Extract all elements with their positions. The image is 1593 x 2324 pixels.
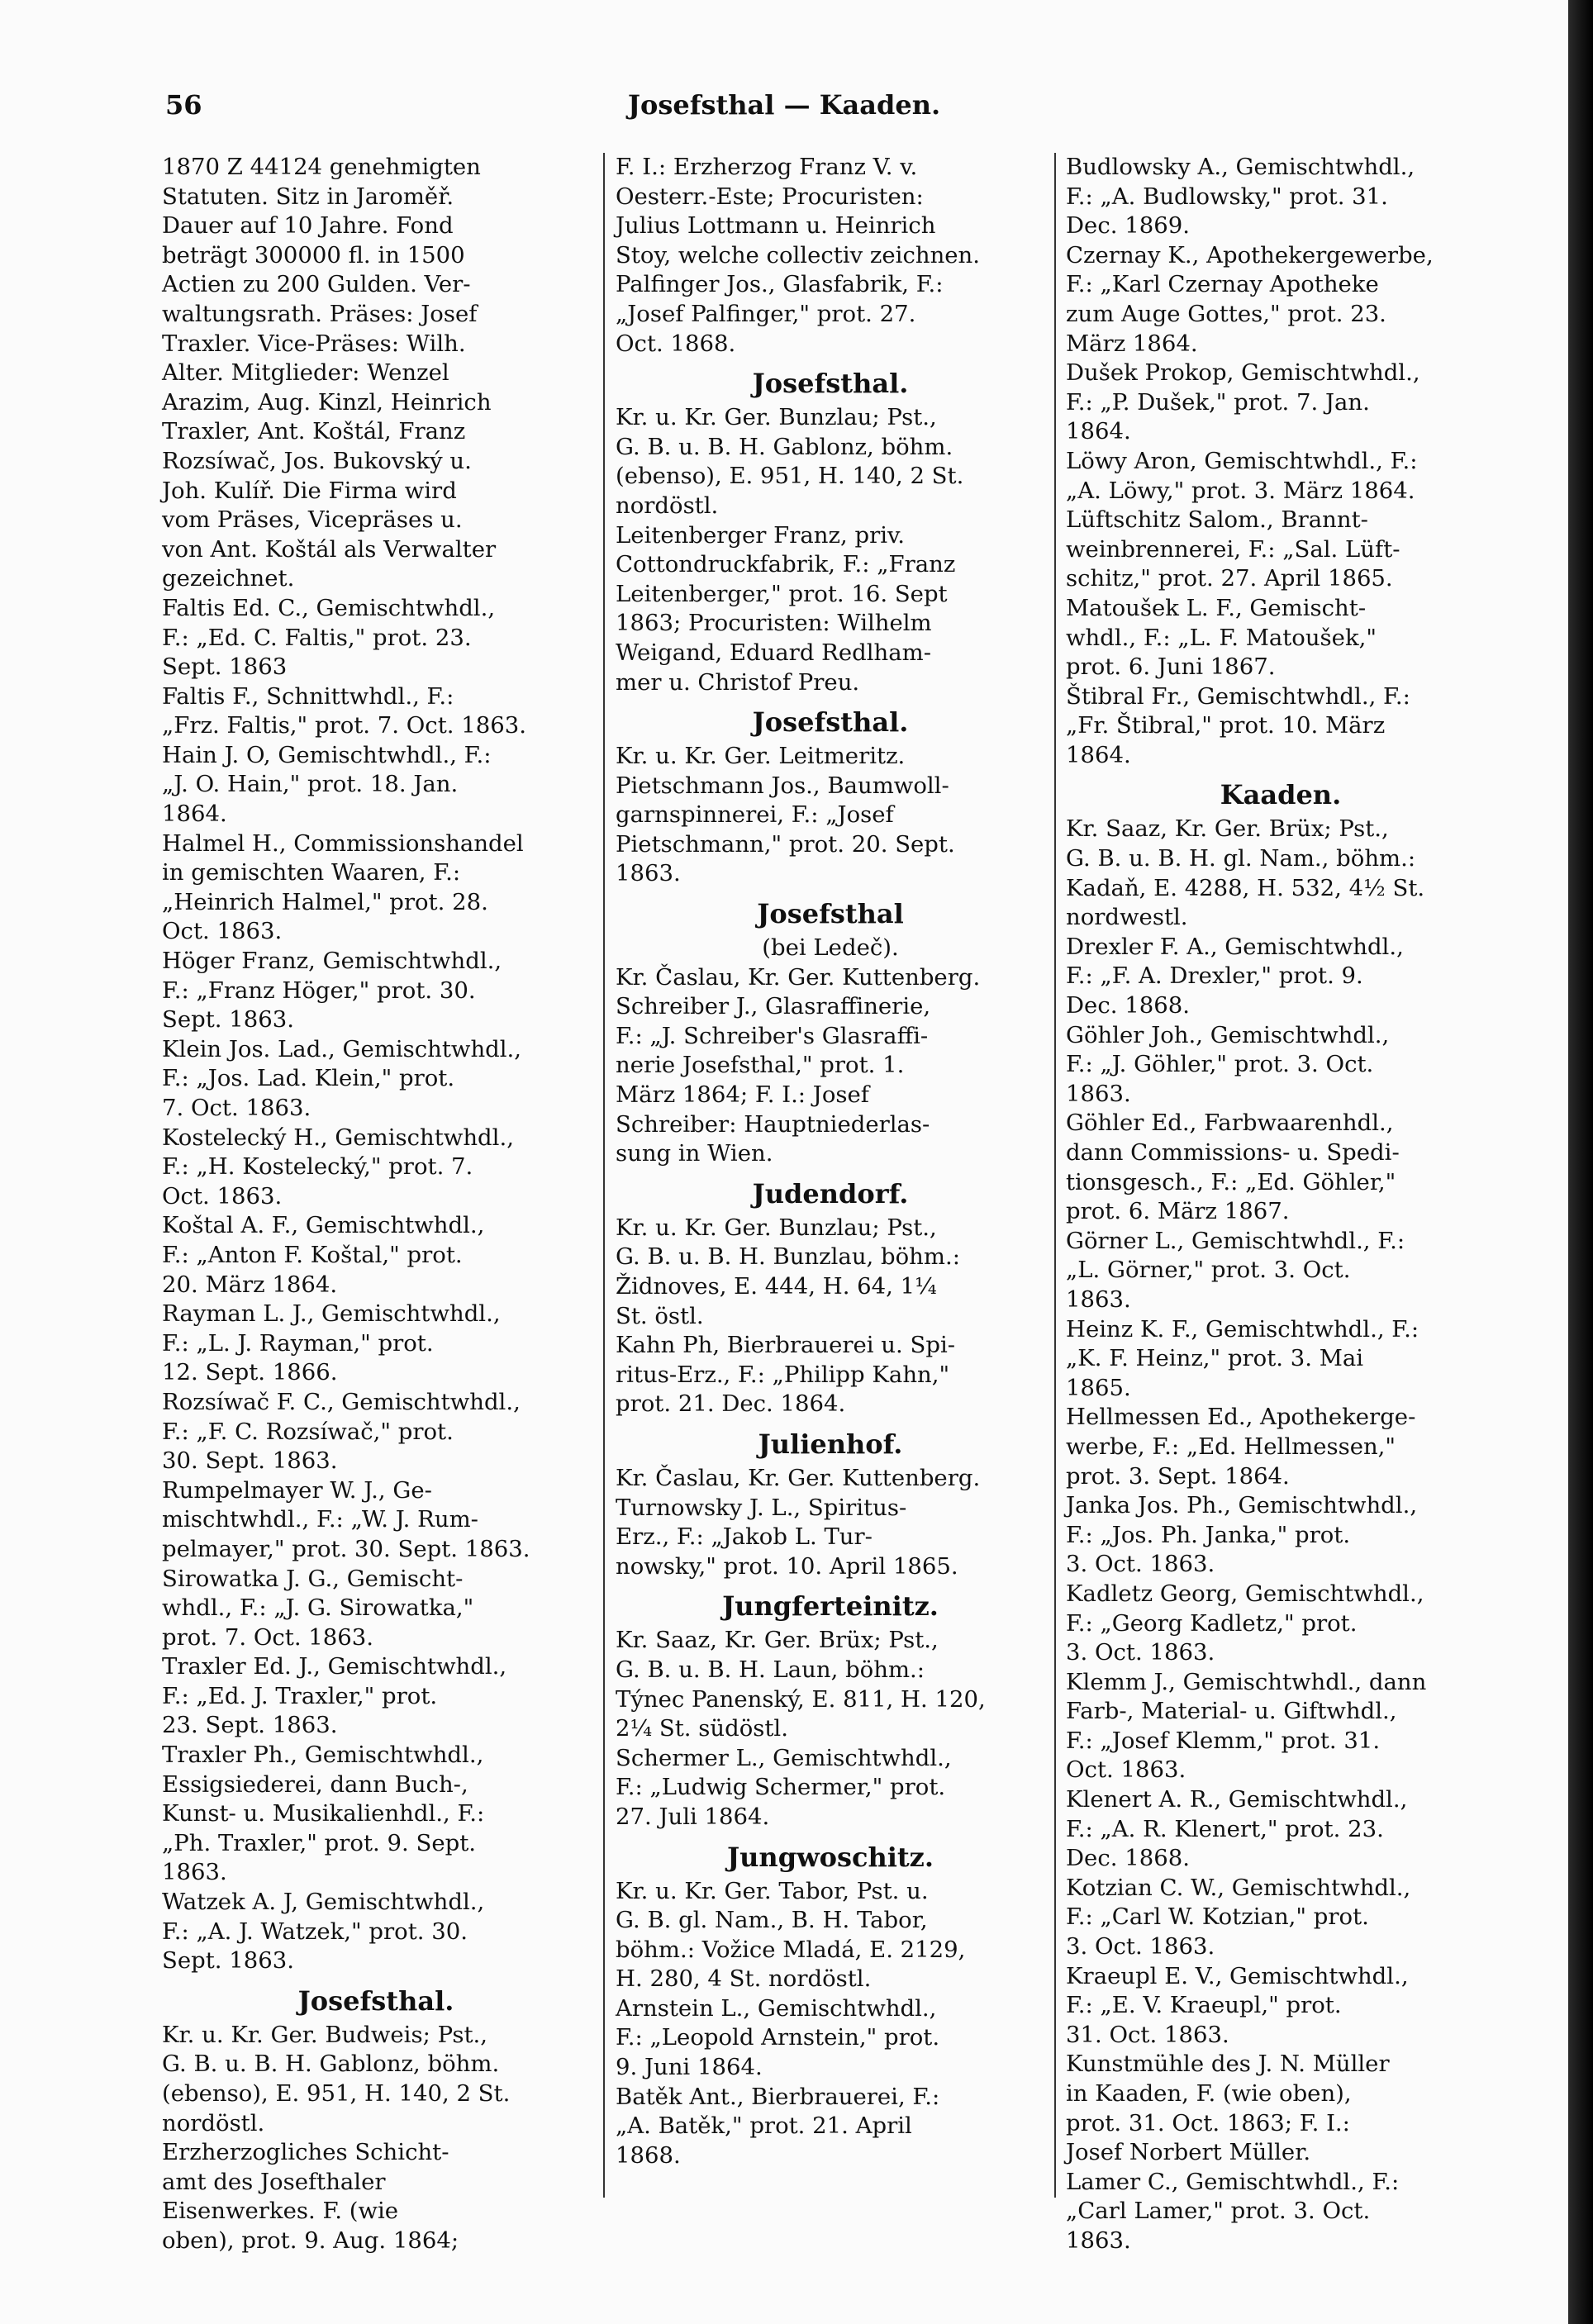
- text-line: F.: „Georg Kadletz," prot.: [1066, 1609, 1358, 1637]
- text-line: garnspinnerei, F.: „Josef: [616, 801, 894, 829]
- text-line: Kr. Saaz, Kr. Ger. Brüx; Pst.,: [616, 1627, 939, 1654]
- text-line: Budlowsky A., Gemischtwhdl.,: [1066, 154, 1415, 180]
- text-line: beträgt 300000 fl. in 1500: [162, 241, 465, 269]
- text-line: F.: „E. V. Kraeupl," prot.: [1066, 1992, 1342, 2019]
- text-line: nowsky," prot. 10. April 1865.: [616, 1552, 958, 1580]
- page-edge-shadow: [1568, 0, 1593, 2324]
- text-line: Klein Jos. Lad., Gemischtwhdl.,: [162, 1035, 522, 1062]
- text-line: Klenert A. R., Gemischtwhdl.,: [1066, 1786, 1408, 1813]
- text-line: F.: „A. Budlowsky," prot. 31.: [1066, 183, 1388, 210]
- text-line: G. B. u. B. H. Bunzlau, böhm.:: [616, 1243, 960, 1271]
- text-line: F.: „Josef Klemm," prot. 31.: [1066, 1727, 1381, 1754]
- text-line: Göhler Ed., Farbwaarenhdl.,: [1066, 1110, 1394, 1137]
- text-line: Dec. 1868.: [1066, 992, 1190, 1019]
- text-line: Oct. 1863.: [162, 1182, 283, 1210]
- text-line: „A. Löwy," prot. 3. März 1864.: [1066, 477, 1415, 504]
- text-line: Kr. u. Kr. Ger. Budweis; Pst.,: [162, 2021, 488, 2048]
- text-line: G. B. u. B. H. gl. Nam., böhm.:: [1066, 845, 1416, 872]
- text-line: F.: „Jos. Ph. Janka," prot.: [1066, 1521, 1351, 1548]
- text-line: Görner L., Gemischtwhdl., F.:: [1066, 1227, 1405, 1254]
- text-line: nordöstl.: [162, 2109, 265, 2136]
- text-line: Kunstmühle des J. N. Müller: [1066, 2051, 1390, 2078]
- col2-lines-2: [616, 742, 1045, 889]
- column-rule: [603, 153, 605, 2198]
- section-heading-josefsthal-2: Josefsthal.: [752, 706, 909, 739]
- text-line: H. 280, 4 St. nordöstl.: [616, 1965, 872, 1993]
- text-line: Janka Jos. Ph., Gemischtwhdl.,: [1066, 1492, 1418, 1519]
- text-line: „A. Batěk," prot. 21. April: [616, 2113, 912, 2140]
- text-line: amt des Josefthaler: [162, 2168, 386, 2195]
- text-line: Göhler Joh., Gemischtwhdl.,: [1066, 1021, 1390, 1048]
- text-line: mer u. Christof Preu.: [616, 668, 860, 696]
- text-line: 1870 Z 44124 genehmigten: [162, 154, 481, 180]
- text-line: „Ph. Traxler," prot. 9. Sept.: [162, 1829, 476, 1856]
- text-line: Dušek Prokop, Gemischtwhdl.,: [1066, 359, 1420, 387]
- text-line: Oct. 1868.: [616, 330, 736, 357]
- text-line: Kadaň, E. 4288, H. 532, 4½ St.: [1066, 874, 1425, 901]
- col2-lines-1: [616, 403, 1045, 697]
- text-line: F.: „Ed. C. Faltis," prot. 23.: [162, 624, 472, 651]
- text-line: Kr. u. Kr. Ger. Leitmeritz.: [616, 743, 906, 770]
- text-line: Erzherzogliches Schicht-: [162, 2139, 449, 2166]
- text-line: F.: „J. Göhler," prot. 3. Oct.: [1066, 1051, 1374, 1078]
- text-line: F.: „Franz Höger," prot. 30.: [162, 977, 476, 1004]
- text-line: Faltis Ed. C., Gemischtwhdl.,: [162, 594, 496, 621]
- text-line: 1864.: [162, 801, 227, 828]
- text-line: Julius Lottmann u. Heinrich: [616, 212, 936, 240]
- text-line: F.: „Jos. Lad. Klein," prot.: [162, 1065, 455, 1092]
- text-line: prot. 21. Dec. 1864.: [616, 1390, 846, 1418]
- text-line: Kahn Ph, Bierbrauerei u. Spi-: [616, 1332, 956, 1359]
- text-line: F.: „A. R. Klenert," prot. 23.: [1066, 1815, 1384, 1842]
- text-line: Actien zu 200 Gulden. Ver-: [162, 271, 471, 298]
- text-line: Dec. 1869.: [1066, 212, 1190, 240]
- text-line: Hain J. O, Gemischtwhdl., F.:: [162, 741, 492, 768]
- text-line: Dauer auf 10 Jahre. Fond: [162, 212, 454, 240]
- text-line: „Fr. Štibral," prot. 10. März: [1066, 712, 1386, 739]
- text-line: Dec. 1868.: [1066, 1845, 1190, 1872]
- text-line: Höger Franz, Gemischtwhdl.,: [162, 948, 502, 975]
- section-heading-judendorf: Judendorf.: [752, 1177, 909, 1210]
- text-line: Hellmessen Ed., Apothekerge-: [1066, 1404, 1416, 1431]
- text-line: G. B. u. B. H. Laun, böhm.:: [616, 1656, 925, 1683]
- text-line: 9. Juni 1864.: [616, 2054, 763, 2081]
- text-line: März 1864; F. I.: Josef: [616, 1081, 869, 1109]
- text-line: Alter. Mitglieder: Wenzel: [162, 359, 449, 387]
- text-line: nordwestl.: [1066, 904, 1188, 931]
- text-line: Löwy Aron, Gemischtwhdl., F.:: [1066, 447, 1418, 474]
- text-line: prot. 3. Sept. 1864.: [1066, 1462, 1290, 1490]
- text-line: „Carl Lamer," prot. 3. Oct.: [1066, 2198, 1371, 2225]
- text-line: Koštal A. F., Gemischtwhdl.,: [162, 1212, 485, 1239]
- text-line: F.: „J. Schreiber's Glasraffi-: [616, 1022, 929, 1049]
- text-line: „Frz. Faltis," prot. 7. Oct. 1863.: [162, 712, 526, 739]
- col1-lines-after: [162, 2021, 590, 2256]
- text-line: weinbrennerei, F.: „Sal. Lüft-: [1066, 535, 1400, 563]
- text-line: Sirowatka J. G., Gemischt-: [162, 1565, 464, 1592]
- text-line: 1863.: [162, 1859, 227, 1886]
- text-line: 3. Oct. 1863.: [1066, 1933, 1215, 1960]
- text-line: Watzek A. J, Gemischtwhdl.,: [162, 1889, 485, 1916]
- text-line: von Ant. Koštál als Verwalter: [162, 535, 497, 563]
- text-line: F.: „A. J. Watzek," prot. 30.: [162, 1918, 468, 1945]
- text-line: Židnoves, E. 444, H. 64, 1¼: [616, 1273, 937, 1300]
- section-heading-julienhof: Julienhof.: [758, 1428, 903, 1460]
- text-line: „Heinrich Halmel," prot. 28.: [162, 888, 488, 915]
- text-line: Kotzian C. W., Gemischtwhdl.,: [1066, 1874, 1411, 1901]
- column-3: [1066, 153, 1496, 2256]
- column-rule: [1054, 153, 1056, 2198]
- text-line: Sept. 1863.: [162, 1006, 294, 1034]
- text-line: Cottondruckfabrik, F.: „Franz: [616, 551, 956, 578]
- text-line: Traxler. Vice-Präses: Wilh.: [162, 330, 466, 357]
- text-line: Drexler F. A., Gemischtwhdl.,: [1066, 933, 1404, 960]
- col2-lines-3: [616, 963, 1045, 1169]
- text-line: dann Commissions- u. Spedi-: [1066, 1139, 1400, 1166]
- text-line: „J. O. Hain," prot. 18. Jan.: [162, 771, 459, 798]
- text-line: 20. März 1864.: [162, 1271, 338, 1298]
- text-line: Schreiber: Hauptniederlas-: [616, 1110, 930, 1138]
- text-line: Batěk Ant., Bierbrauerei, F.:: [616, 2083, 940, 2110]
- text-line: Farb-, Material- u. Giftwhdl.,: [1066, 1698, 1397, 1725]
- text-line: Stoy, welche collectiv zeichnen.: [616, 241, 981, 269]
- text-line: Leitenberger," prot. 16. Sept: [616, 580, 948, 607]
- text-line: Kunst- u. Musikalienhdl., F.:: [162, 1800, 485, 1827]
- text-line: Palfinger Jos., Glasfabrik, F.:: [616, 271, 944, 298]
- text-line: Kr. u. Kr. Ger. Bunzlau; Pst.,: [616, 1214, 937, 1241]
- text-line: Rumpelmayer W. J., Ge-: [162, 1476, 432, 1504]
- text-line: Sept. 1863: [162, 653, 288, 681]
- text-line: Eisenwerkes. F. (wie: [162, 2198, 399, 2225]
- text-line: 1863.: [616, 860, 681, 887]
- text-line: G. B. u. B. H. Gablonz, böhm.: [162, 2051, 500, 2078]
- text-line: F.: „Ludwig Schermer," prot.: [616, 1774, 946, 1801]
- text-line: 31. Oct. 1863.: [1066, 2021, 1229, 2048]
- text-line: F.: „P. Dušek," prot. 7. Jan.: [1066, 388, 1370, 416]
- text-line: F.: „Carl W. Kotzian," prot.: [1066, 1903, 1369, 1931]
- text-line: St. östl.: [616, 1302, 704, 1329]
- text-line: „Josef Palfinger," prot. 27.: [616, 300, 916, 327]
- page-number: 56: [165, 89, 202, 121]
- text-line: F.: „L. J. Rayman," prot.: [162, 1329, 434, 1357]
- text-line: sung in Wien.: [616, 1140, 773, 1167]
- col2-lines-top: [616, 153, 1045, 359]
- col2-lines-7: [616, 1877, 1045, 2171]
- text-line: 1863; Procuristen: Wilhelm: [616, 610, 932, 637]
- text-line: Oct. 1863.: [162, 918, 283, 945]
- section-heading-kaaden: Kaaden.: [1220, 779, 1342, 811]
- text-line: nordöstl.: [616, 492, 719, 519]
- text-line: 12. Sept. 1866.: [162, 1359, 338, 1386]
- text-line: Rozsíwač, Jos. Bukovský u.: [162, 447, 472, 474]
- text-line: Halmel H., Commissionshandel: [162, 829, 524, 857]
- section-heading-josefsthal-1: Josefsthal.: [752, 368, 909, 400]
- text-line: 1868.: [616, 2141, 681, 2169]
- text-line: 1865.: [1066, 1374, 1131, 1401]
- text-line: Erz., F.: „Jakob L. Tur-: [616, 1523, 873, 1551]
- text-line: Kr. Časlau, Kr. Ger. Kuttenberg.: [616, 1464, 981, 1491]
- section-heading-josefsthal: Josefsthal.: [297, 1984, 454, 2017]
- text-line: Faltis F., Schnittwhdl., F.:: [162, 682, 454, 710]
- text-line: prot. 6. Juni 1867.: [1066, 653, 1276, 681]
- col3-lines-1: [1066, 815, 1496, 2255]
- text-line: F. I.: Erzherzog Franz V. v.: [616, 154, 918, 180]
- text-line: prot. 7. Oct. 1863.: [162, 1623, 374, 1651]
- text-line: G. B. gl. Nam., B. H. Tabor,: [616, 1907, 928, 1934]
- col1-lines: [162, 153, 590, 1976]
- text-line: G. B. u. B. H. Gablonz, böhm.: [616, 433, 953, 460]
- text-line: 7. Oct. 1863.: [162, 1095, 311, 1121]
- text-line: Arazim, Aug. Kinzl, Heinrich: [162, 388, 492, 416]
- text-line: „L. Görner," prot. 3. Oct.: [1066, 1257, 1351, 1284]
- running-head: Josefsthal — Kaaden.: [627, 89, 941, 121]
- text-line: Weigand, Eduard Redlham-: [616, 639, 932, 666]
- text-line: Sept. 1863.: [162, 1947, 294, 1975]
- text-line: Kr. Časlau, Kr. Ger. Kuttenberg.: [616, 963, 981, 991]
- text-line: (ebenso), E. 951, H. 140, 2 St.: [162, 2080, 511, 2107]
- text-line: 3. Oct. 1863.: [1066, 1639, 1215, 1666]
- text-line: Rayman L. J., Gemischtwhdl.,: [162, 1300, 501, 1328]
- text-line: 23. Sept. 1863.: [162, 1712, 338, 1739]
- text-line: 27. Juli 1864.: [616, 1803, 770, 1830]
- text-line: Heinz K. F., Gemischtwhdl., F.:: [1066, 1315, 1419, 1343]
- text-line: F.: „F. A. Drexler," prot. 9.: [1066, 962, 1363, 990]
- text-line: 1863.: [1066, 1080, 1131, 1107]
- text-line: Kr. u. Kr. Ger. Tabor, Pst. u.: [616, 1877, 929, 1904]
- text-line: Arnstein L., Gemischtwhdl.,: [616, 1994, 937, 2022]
- column-1: [162, 153, 590, 2256]
- text-line: Czernay K., Apothekergewerbe,: [1066, 241, 1434, 269]
- text-line: Leitenberger Franz, priv.: [616, 521, 906, 549]
- text-line: whdl., F.: „L. F. Matoušek,": [1066, 624, 1377, 651]
- col2-lines-5: [616, 1464, 1045, 1581]
- text-line: 1864.: [1066, 418, 1131, 445]
- text-line: F.: „H. Kostelecký," prot. 7.: [162, 1153, 473, 1181]
- text-line: Traxler, Ant. Koštál, Franz: [162, 418, 466, 445]
- text-line: „K. F. Heinz," prot. 3. Mai: [1066, 1345, 1364, 1372]
- text-line: F.: „F. C. Rozsíwač," prot.: [162, 1418, 454, 1445]
- text-line: Kadletz Georg, Gemischtwhdl.,: [1066, 1580, 1424, 1607]
- text-line: prot. 31. Oct. 1863; F. I.:: [1066, 2109, 1350, 2136]
- text-line: in gemischten Waaren, F.:: [162, 859, 461, 886]
- text-line: Lüftschitz Salom., Brannt-: [1066, 506, 1368, 534]
- text-line: Essigsiederei, dann Buch-,: [162, 1770, 468, 1798]
- text-line: pelmayer," prot. 30. Sept. 1863.: [162, 1535, 530, 1562]
- text-line: tionsgesch., F.: „Ed. Göhler,": [1066, 1168, 1396, 1195]
- text-line: whdl., F.: „J. G. Sirowatka,": [162, 1594, 474, 1622]
- text-line: schitz," prot. 27. April 1865.: [1066, 565, 1393, 592]
- text-line: 1863.: [1066, 1286, 1131, 1313]
- text-line: Pietschmann," prot. 20. Sept.: [616, 830, 955, 858]
- section-subheading: (bei Ledeč).: [762, 934, 899, 962]
- text-line: Schermer L., Gemischtwhdl.,: [616, 1744, 952, 1771]
- text-line: Schreiber J., Glasraffinerie,: [616, 993, 931, 1020]
- text-line: gezeichnet.: [162, 565, 295, 592]
- text-line: Klemm J., Gemischtwhdl., dann: [1066, 1668, 1427, 1695]
- text-line: Statuten. Sitz in Jaroměř.: [162, 183, 454, 210]
- text-line: Kraeupl E. V., Gemischtwhdl.,: [1066, 1962, 1409, 1989]
- col2-lines-4: [616, 1214, 1045, 1419]
- text-line: F.: „Karl Czernay Apotheke: [1066, 271, 1379, 298]
- section-heading-jungferteinitz: Jungferteinitz.: [722, 1590, 939, 1623]
- text-line: Turnowsky J. L., Spiritus-: [616, 1494, 907, 1521]
- text-line: Kr. u. Kr. Ger. Bunzlau; Pst.,: [616, 404, 937, 431]
- text-line: 3. Oct. 1863.: [1066, 1551, 1215, 1578]
- text-line: Oct. 1863.: [1066, 1756, 1186, 1784]
- text-line: in Kaaden, F. (wie oben),: [1066, 2080, 1352, 2107]
- text-line: 2¼ St. südöstl.: [616, 1715, 788, 1742]
- text-line: werbe, F.: „Ed. Hellmessen,": [1066, 1433, 1396, 1460]
- text-line: Traxler Ed. J., Gemischtwhdl.,: [162, 1653, 507, 1680]
- text-line: März 1864.: [1066, 330, 1198, 357]
- text-line: F.: „Leopold Arnstein," prot.: [616, 2024, 940, 2051]
- text-line: Kr. Saaz, Kr. Ger. Brüx; Pst.,: [1066, 815, 1389, 843]
- text-line: Pietschmann Jos., Baumwoll-: [616, 772, 949, 799]
- text-line: Joh. Kulíř. Die Firma wird: [162, 477, 457, 504]
- text-line: Štibral Fr., Gemischtwhdl., F.:: [1066, 682, 1410, 710]
- column-2: [616, 153, 1045, 2170]
- text-line: Lamer C., Gemischtwhdl., F.:: [1066, 2168, 1400, 2195]
- text-line: nerie Josefsthal," prot. 1.: [616, 1052, 905, 1079]
- text-line: Týnec Panenský, E. 811, H. 120,: [616, 1685, 986, 1713]
- col3-lines-top: [1066, 153, 1496, 770]
- text-line: 1864.: [1066, 741, 1131, 768]
- text-line: Kostelecký H., Gemischtwhdl.,: [162, 1124, 514, 1151]
- text-line: Oesterr.-Este; Procuristen:: [616, 183, 924, 210]
- text-line: Traxler Ph., Gemischtwhdl.,: [162, 1742, 484, 1769]
- text-line: Matoušek L. F., Gemischt-: [1066, 594, 1367, 621]
- text-line: prot. 6. März 1867.: [1066, 1198, 1290, 1225]
- text-line: F.: „Anton F. Koštal," prot.: [162, 1241, 463, 1268]
- text-line: ritus-Erz., F.: „Philipp Kahn,": [616, 1361, 950, 1388]
- text-line: böhm.: Vožice Mladá, E. 2129,: [616, 1936, 966, 1963]
- text-line: 1863.: [1066, 2227, 1131, 2254]
- section-heading-josefsthal-3: Josefsthal: [757, 898, 904, 930]
- text-line: Rozsíwač F. C., Gemischtwhdl.,: [162, 1388, 521, 1415]
- text-line: F.: „Ed. J. Traxler," prot.: [162, 1682, 438, 1709]
- text-line: mischtwhdl., F.: „W. J. Rum-: [162, 1506, 478, 1533]
- section-heading-jungwoschitz: Jungwoschitz.: [727, 1841, 934, 1873]
- text-line: zum Auge Gottes," prot. 23.: [1066, 300, 1386, 327]
- text-line: vom Präses, Vicepräses u.: [162, 506, 463, 534]
- text-line: waltungsrath. Präses: Josef: [162, 300, 478, 327]
- col2-lines-6: [616, 1626, 1045, 1832]
- text-line: (ebenso), E. 951, H. 140, 2 St.: [616, 463, 964, 490]
- text-line: 30. Sept. 1863.: [162, 1447, 338, 1475]
- text-line: oben), prot. 9. Aug. 1864;: [162, 2227, 459, 2254]
- text-line: Josef Norbert Müller.: [1066, 2139, 1311, 2166]
